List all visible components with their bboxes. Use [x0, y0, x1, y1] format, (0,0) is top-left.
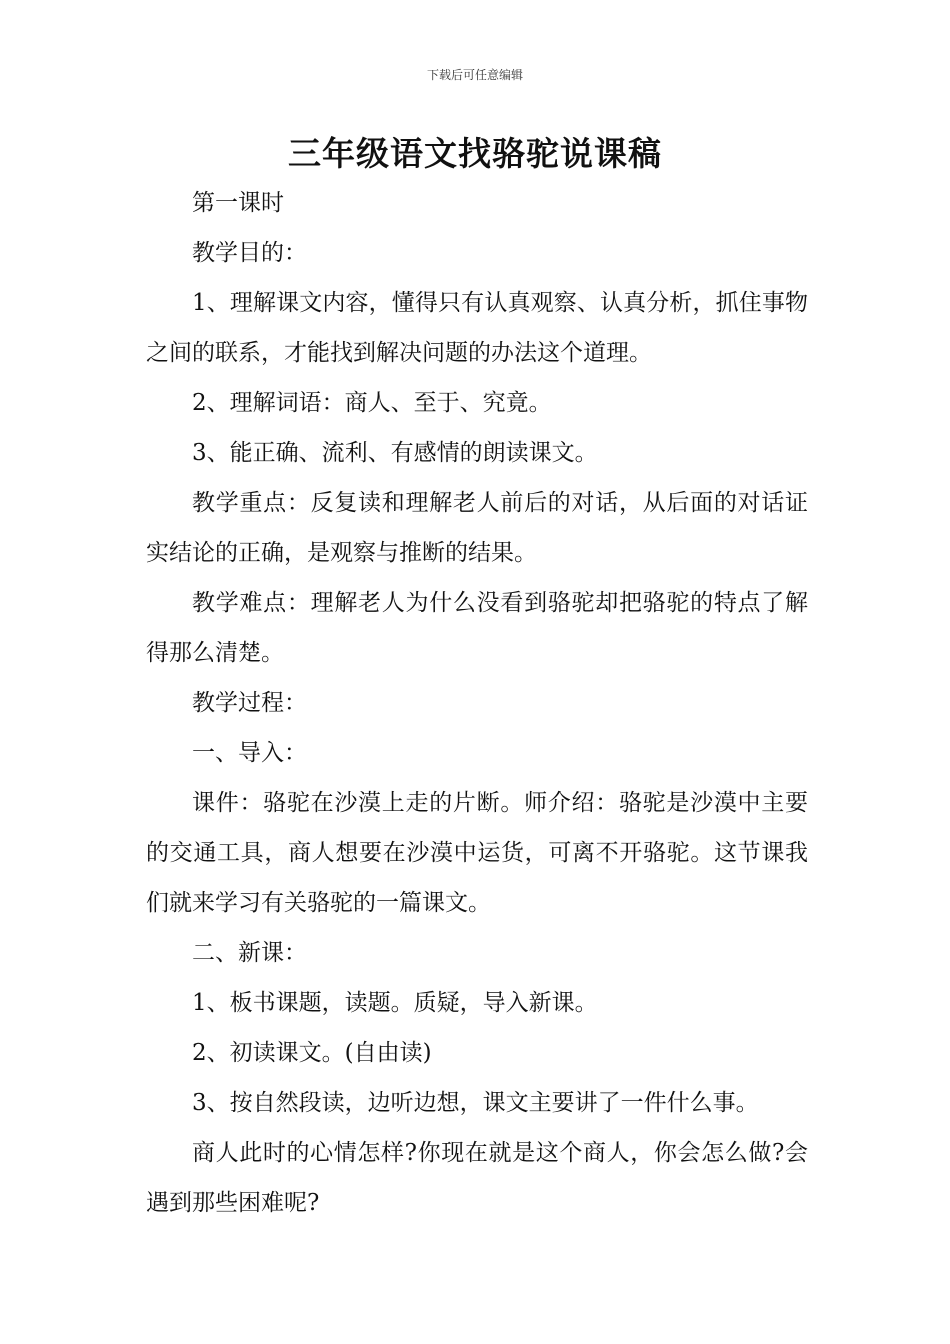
- document-title: 三年级语文找骆驼说课稿: [288, 134, 662, 173]
- paragraph-lesson: 第一课时: [192, 190, 284, 216]
- paragraph-intro-heading: 一、导入：: [192, 740, 307, 766]
- paragraph-step-1: 1、板书课题，读题。质疑，导入新课。: [192, 990, 598, 1016]
- paragraph-objectives-heading: 教学目的：: [192, 240, 307, 266]
- paragraph-key-points: 教学重点：反复读和理解老人前后的对话，从后面的对话证实结论的正确，是观察与推断的结果。: [146, 490, 808, 566]
- paragraph-step-3: 3、按自然段读，边听边想，课文主要讲了一件什么事。: [192, 1090, 759, 1116]
- paragraph-objective-1: 1、理解课文内容，懂得只有认真观察、认真分析，抓住事物之间的联系，才能找到解决问题的办法这个道理。: [146, 290, 808, 366]
- paragraph-objective-3: 3、能正确、流利、有感情的朗读课文。: [192, 440, 598, 466]
- paragraph-step-2: 2、初读课文。(自由读): [192, 1040, 432, 1066]
- paragraph-intro-body: 课件：骆驼在沙漠上走的片断。师介绍：骆驼是沙漠中主要的交通工具，商人想要在沙漠中运货，可离不开骆驼。这节课我们就来学习有关骆驼的一篇课文。: [146, 790, 808, 916]
- paragraph-difficulties: 教学难点：理解老人为什么没看到骆驼却把骆驼的特点了解得那么清楚。: [146, 590, 808, 666]
- document-body: [146, 178, 808, 1228]
- paragraph-question: 商人此时的心情怎样?你现在就是这个商人，你会怎么做?会遇到那些困难呢?: [146, 1140, 808, 1216]
- paragraph-process-heading: 教学过程：: [192, 690, 307, 716]
- paragraph-new-lesson-heading: 二、新课：: [192, 940, 307, 966]
- paragraph-objective-2: 2、理解词语：商人、至于、究竟。: [192, 390, 552, 416]
- header-note: 下载后可任意编辑: [426, 68, 523, 82]
